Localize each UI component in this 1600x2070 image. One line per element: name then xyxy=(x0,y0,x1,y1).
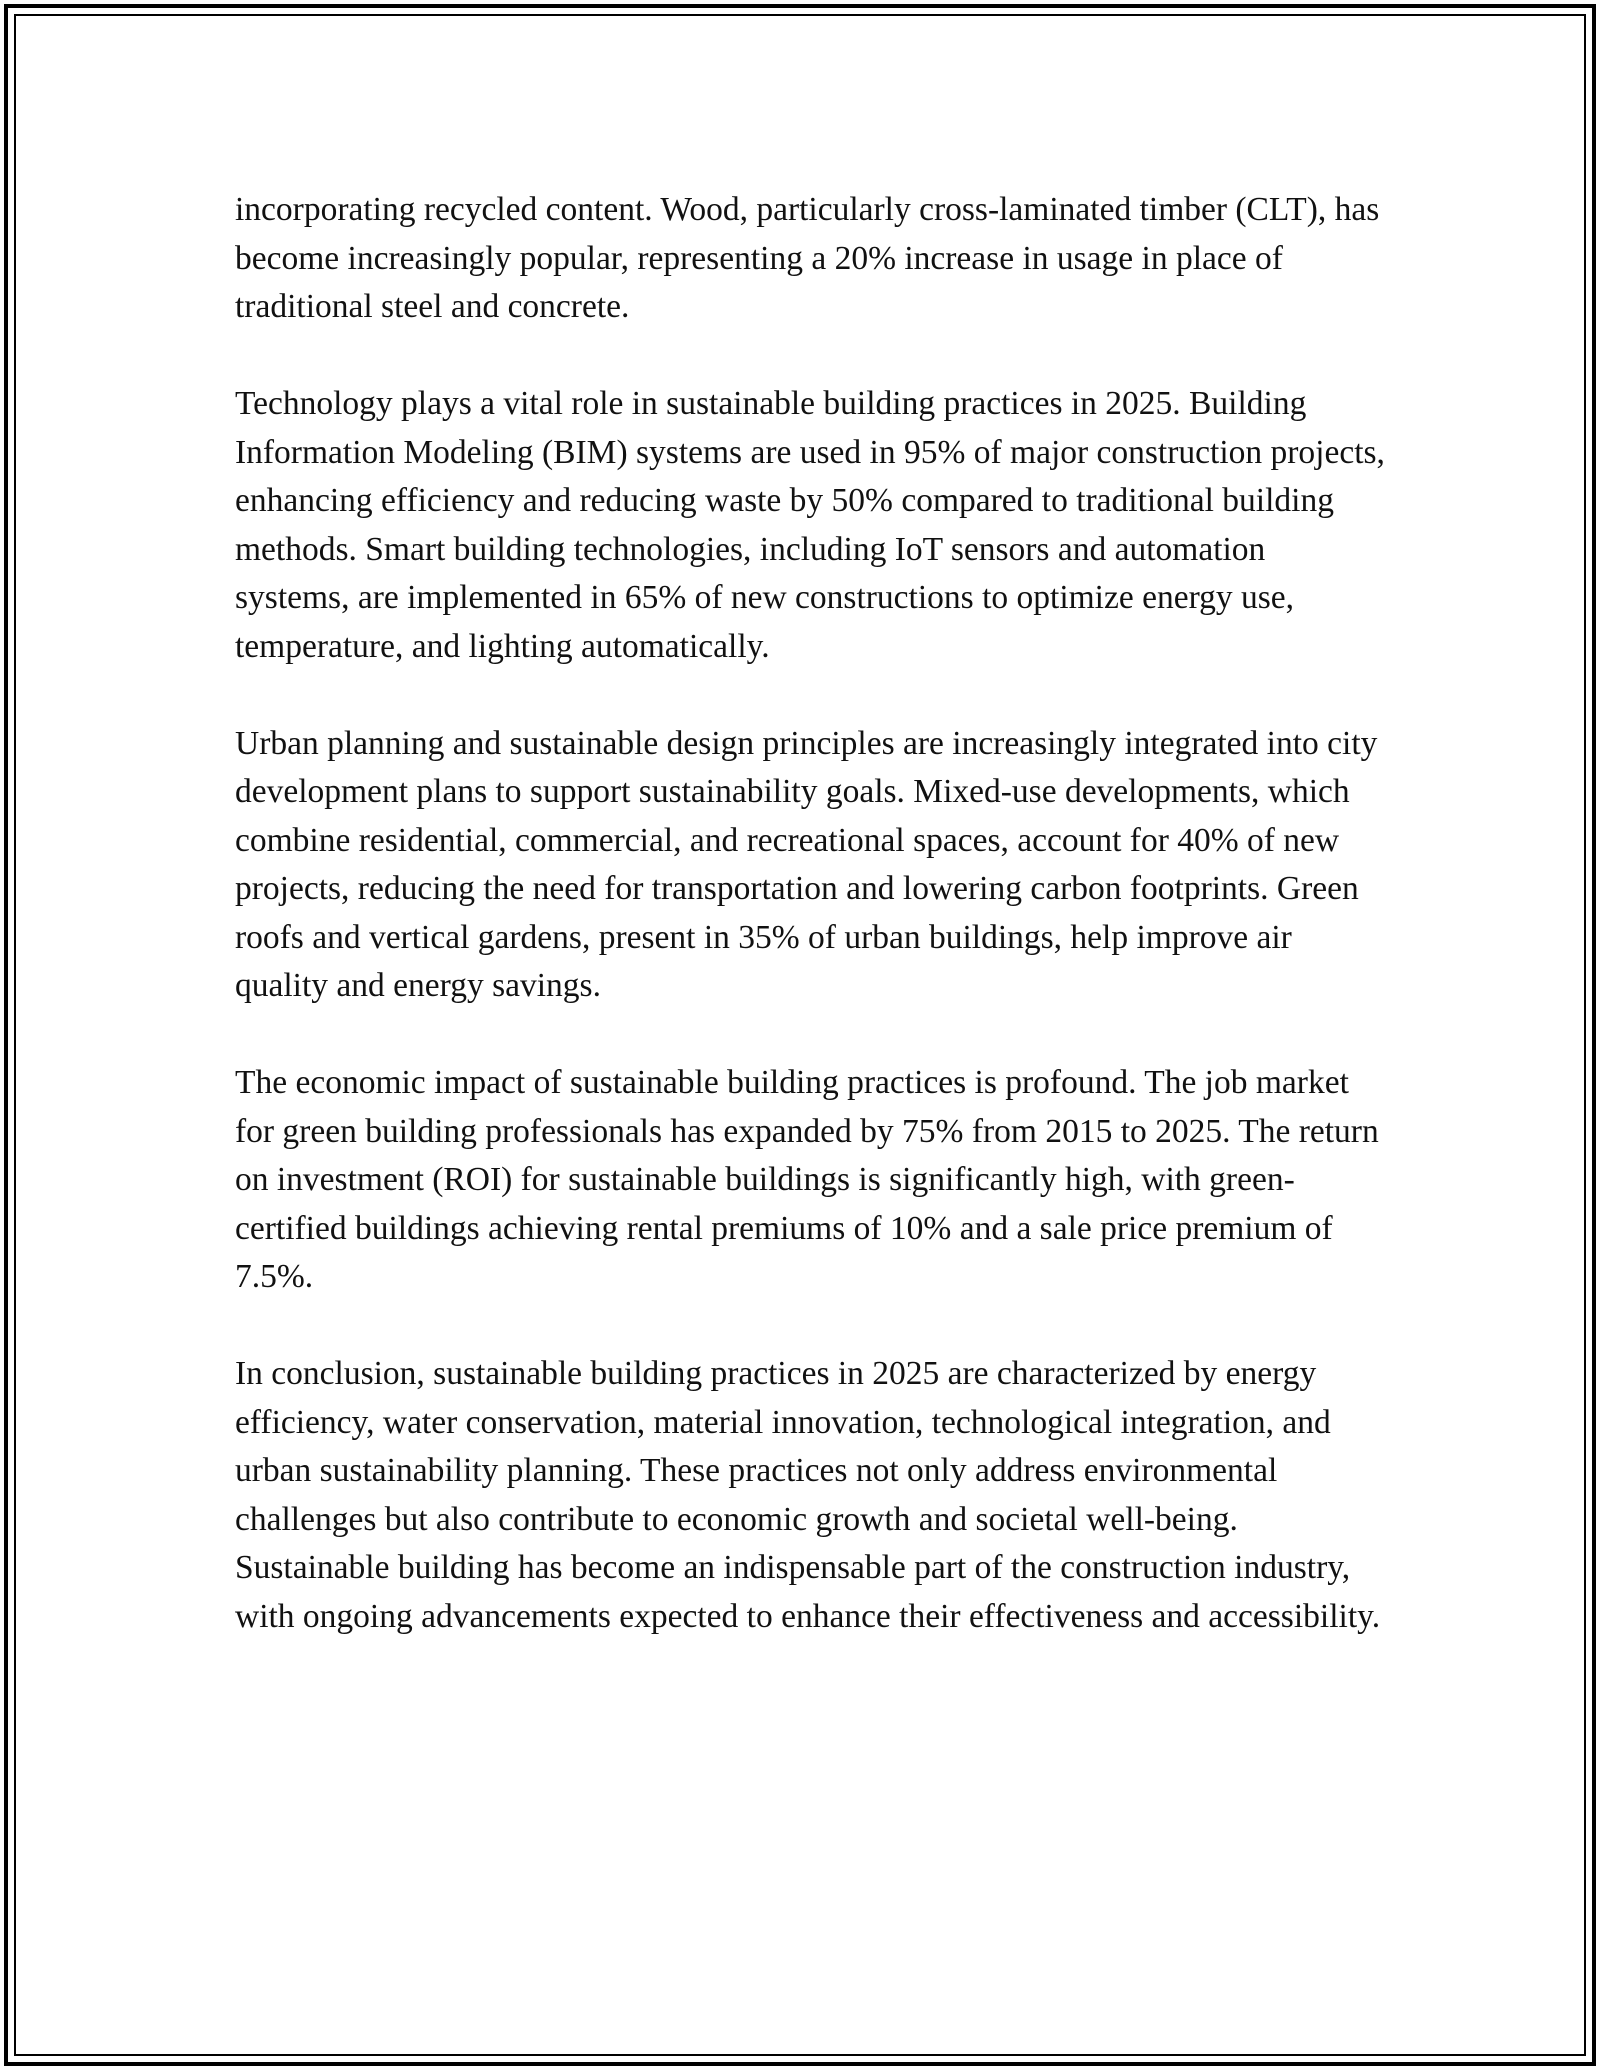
paragraph-economic-impact: The economic impact of sustainable building practices is profound. The job market for green building professionals has expanded by 75% from 2015 to 2025. The return on investment (ROI) for sustainable buildings is significantly high, with green-certified buildings achieving rental premiums of 10% and a sale price premium of 7.5%. xyxy=(235,1064,1379,1295)
paragraph-materials: incorporating recycled content. Wood, particularly cross-laminated timber (CLT), has become increasingly popular, representing a 20% increase in usage in place of traditional steel and concrete. xyxy=(235,191,1380,325)
paragraph-conclusion: In conclusion, sustainable building practices in 2025 are characterized by energy efficiency, water conservation, material innovation, technological integration, and urban sustainability planning. These practices not only address environmental challenges but also contribute to economic growth and societal well-being. Sustainable building has become an indispensable part of the construction industry, with ongoing advancements expected to enhance their effectiveness and accessibility. xyxy=(235,1355,1381,1635)
paragraph-technology: Technology plays a vital role in sustainable building practices in 2025. Building Information Modeling (BIM) systems are used in 95% of major construction projects, enhancing efficiency and reducing waste by 50% compared to traditional building methods. Smart building technologies, including IoT sensors and automation systems, are implemented in 65% of new constructions to optimize energy use, temperature, and lighting automatically. xyxy=(235,385,1385,665)
document-body xyxy=(235,186,1385,1690)
paragraph-urban-planning: Urban planning and sustainable design principles are increasingly integrated into city development plans to support sustainability goals. Mixed-use developments, which combine residential, commercial, and recreational spaces, account for 40% of new projects, reducing the need for transportation and lowering carbon footprints. Green roofs and vertical gardens, present in 35% of urban buildings, help improve air quality and energy savings. xyxy=(235,724,1378,1004)
